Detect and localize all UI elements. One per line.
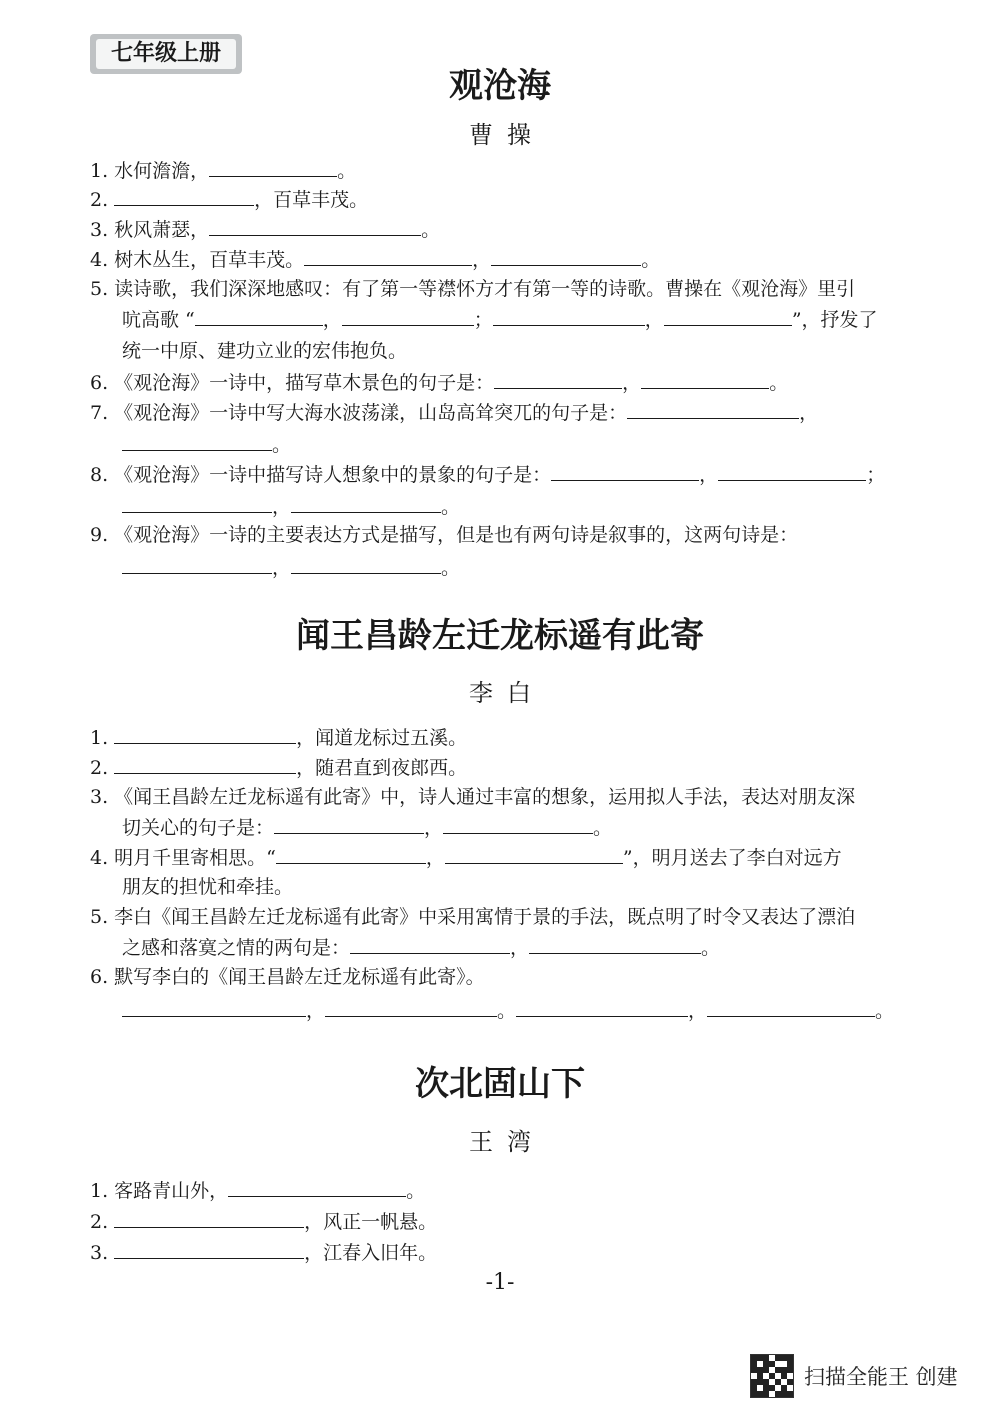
question: 3. 秋风萧瑟， 。 xyxy=(90,219,441,241)
question-continued: 切关心的句子是： ， 。 xyxy=(122,817,613,839)
question-continued: ， 。 ， 。 xyxy=(122,998,894,1023)
question: 1. ，闻道龙标过五溪。 xyxy=(90,727,468,749)
question-continued: ， 。 xyxy=(122,555,460,580)
question: 3. 《闻王昌龄左迁龙标遥有此寄》中，诗人通过丰富的想象，运用拟人手法，表达对朋友深 xyxy=(90,786,856,808)
question: 2. ，随君直到夜郎西。 xyxy=(90,757,468,779)
question-continued: 之感和落寞之情的两句是： ， 。 xyxy=(122,937,721,959)
question: 3. ，江春入旧年。 xyxy=(90,1242,438,1264)
question-continued: 朋友的担忧和牵挂。 xyxy=(122,876,294,898)
section-title: 观沧海 xyxy=(449,66,551,106)
question-continued: ， 。 xyxy=(122,494,460,519)
question: 4. 明月千里寄相思。“ ， ”，明月送去了李白对远方 xyxy=(90,847,842,869)
section-author: 李白 xyxy=(469,679,545,707)
question-continued: 。 xyxy=(122,432,291,457)
scanner-watermark xyxy=(750,1354,958,1398)
question: 9. 《观沧海》一诗的主要表达方式是描写，但是也有两句诗是叙事的，这两句诗是： xyxy=(90,524,799,546)
grade-badge-label: 七年级上册 xyxy=(96,39,236,69)
question: 4. 树木丛生，百草丰茂。 ， 。 xyxy=(90,249,661,271)
question: 7. 《观沧海》一诗中写大海水波荡漾，山岛高耸突兀的句子是： ， xyxy=(90,402,819,424)
question: 8. 《观沧海》一诗中描写诗人想象中的景象的句子是： ， ； xyxy=(90,464,886,486)
page-number: -1- xyxy=(485,1270,515,1295)
question: 2. ，百草丰茂。 xyxy=(90,189,369,211)
question-continued: 吭高歌 “ ， ； ， ”，抒发了 xyxy=(122,309,878,331)
question: 1. 水何澹澹， 。 xyxy=(90,160,357,182)
question: 5. 读诗歌，我们深深地感叹：有了第一等襟怀方才有第一等的诗歌。曹操在《观沧海》里引 xyxy=(90,278,856,300)
question: 2. ，风正一帆悬。 xyxy=(90,1211,438,1233)
section-title: 次北固山下 xyxy=(415,1064,585,1104)
section-title: 闻王昌龄左迁龙标遥有此寄 xyxy=(296,616,704,656)
section-author: 王湾 xyxy=(469,1128,545,1156)
question-continued: 统一中原、建功立业的宏伟抱负。 xyxy=(122,340,408,362)
section-author: 曹操 xyxy=(469,121,545,149)
question: 1. 客路青山外， 。 xyxy=(90,1180,426,1202)
question: 5. 李白《闻王昌龄左迁龙标遥有此寄》中采用寓情于景的手法，既点明了时令又表达了漂泊 xyxy=(90,906,856,928)
question: 6. 《观沧海》一诗中，描写草木景色的句子是： ， 。 xyxy=(90,372,789,394)
scanner-brand-label: 扫描全能王 创建 xyxy=(804,1365,958,1389)
qr-code-icon xyxy=(750,1354,794,1398)
question: 6. 默写李白的《闻王昌龄左迁龙标遥有此寄》。 xyxy=(90,966,485,988)
